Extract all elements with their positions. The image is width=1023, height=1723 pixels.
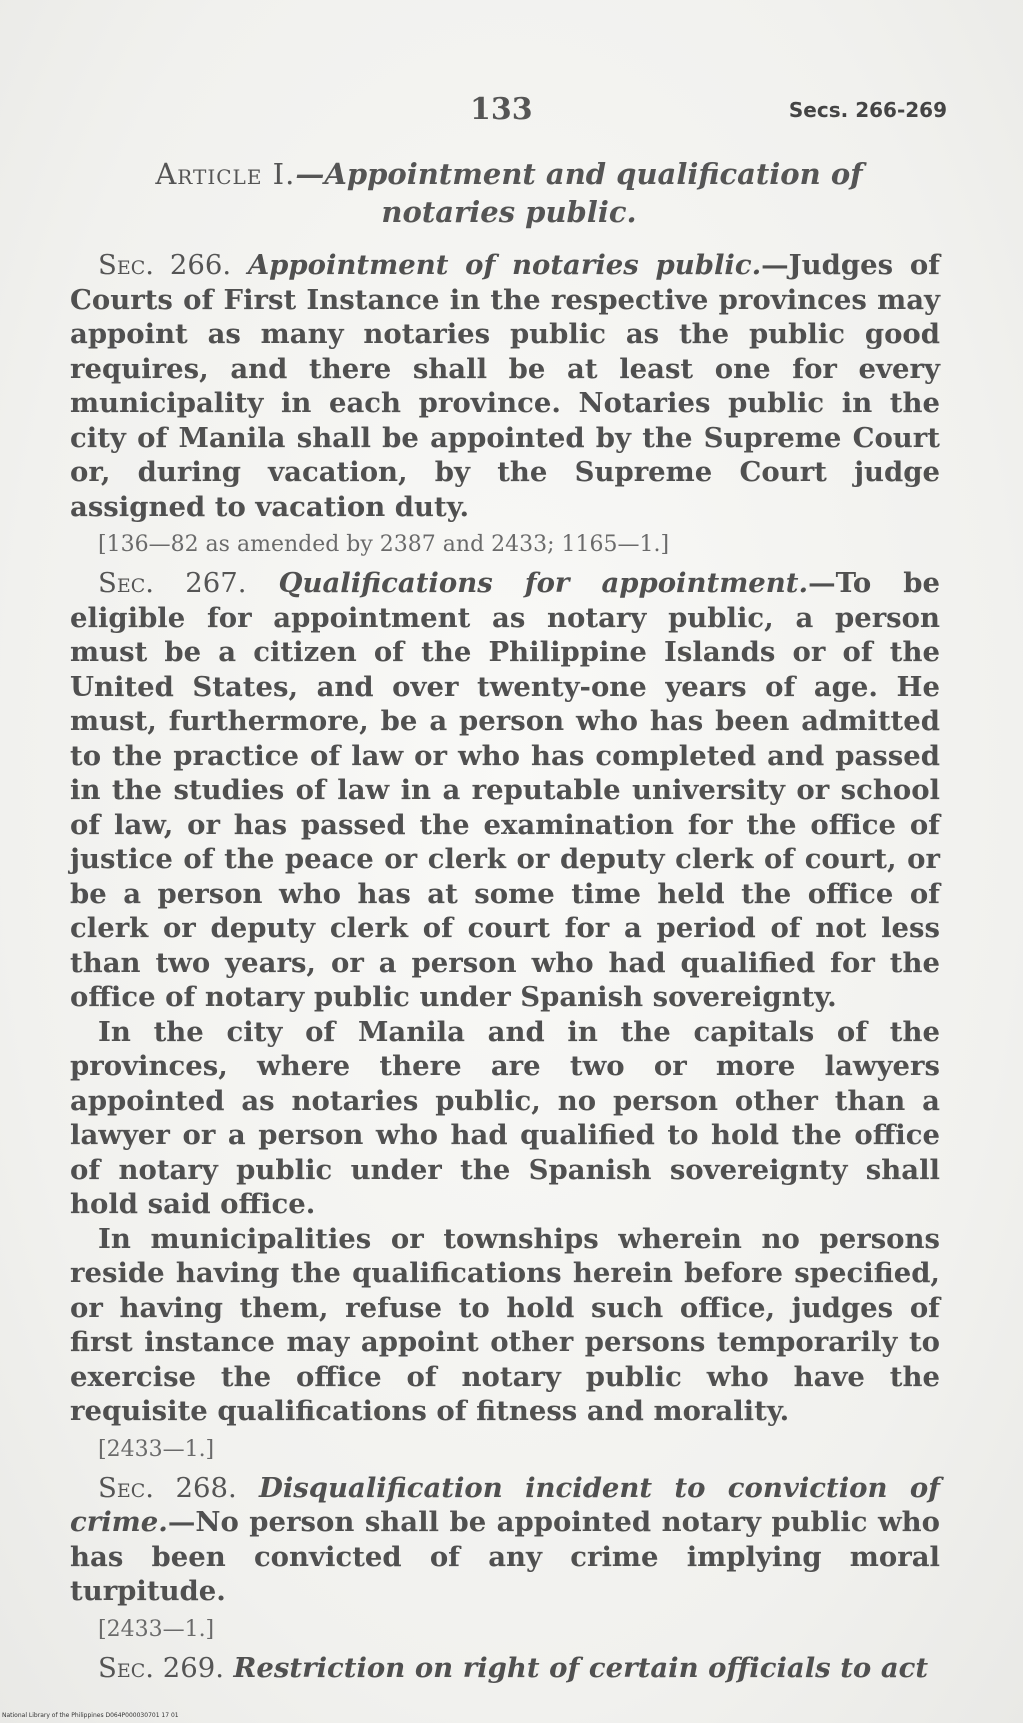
section-267-citation: [2433—1.]	[98, 1436, 215, 1462]
section-267-title: Qualifications for appointment.	[278, 567, 809, 599]
section-268-citation: [2433—1.]	[98, 1616, 215, 1642]
document-body	[70, 248, 940, 1685]
section-267-label: Sec. 267.	[98, 567, 247, 599]
page-number: 133	[470, 92, 533, 127]
section-268-text: —No person shall be appointed notary public who has been convicted of any crime implying moral turpitude.	[70, 1506, 940, 1607]
article-title: —Appointment and qualification of notaries public.	[295, 157, 863, 229]
article-heading	[88, 155, 930, 231]
section-267-paragraph-3: In municipalities or townships wherein no persons reside having the qualifications herein before specified, or having them, refuse to hold such office, judges of first instance may appoint other persons temporarily to exercise the office of notary public who have the requisite qualifications of fitness and morality.	[70, 1222, 940, 1427]
article-label: Article I.	[155, 157, 296, 191]
section-268-label: Sec. 268.	[98, 1471, 237, 1504]
section-266-text: —Judges of Courts of First Instance in the respective provinces may appoint as many notaries public as the public good requires, and there shall be at least one for every municipality in each province. Notaries public in the city of Manila shall be appointed by the Supreme Court or, during vacation, by the Supreme Court judge assigned to vacation duty.	[70, 249, 940, 523]
section-269-title: Restriction on right of certain officials to act	[233, 1651, 929, 1684]
section-267-text: —To be eligible for appointment as notary public, a person must be a citizen of the Philippine Islands or of the United States, and over twenty-one years of age. He must, furthermore, be a person who has been admitted to the practice of law or who has completed and passed in the studies of law in a reputable university or school of law, or has passed the examination for the office of justice of the peace or clerk or deputy clerk of court, or be a person who has at some time held the office of clerk or deputy clerk of court for a period of not less than two years, or a person who had qualified for the office of notary public under Spanish sovereignty.	[70, 567, 941, 1013]
section-268	[70, 1471, 940, 1609]
section-269	[70, 1651, 940, 1686]
section-268-title: Disqualification incident to conviction of crime.	[70, 1471, 940, 1538]
section-266-title: Appointment of notaries public.	[247, 249, 762, 281]
section-266-label: Sec. 266.	[98, 249, 232, 281]
section-range: Secs. 266-269	[788, 98, 947, 122]
section-269-label: Sec. 269.	[98, 1651, 224, 1684]
section-266	[70, 248, 940, 524]
section-267	[70, 566, 940, 1015]
scan-footer: National Library of the Philippines D064P000030701 17 01	[2, 1712, 179, 1719]
page-header	[0, 92, 1023, 132]
section-266-citation: [136—82 as amended by 2387 and 2433; 1165—1.]	[98, 532, 670, 557]
section-267-paragraph-2: In the city of Manila and in the capitals of the provinces, where there are two or more lawyers appointed as notaries public, no person other than a lawyer or a person who had qualified to hold the office of notary public under the Spanish sovereignty shall hold said office.	[70, 1015, 940, 1220]
